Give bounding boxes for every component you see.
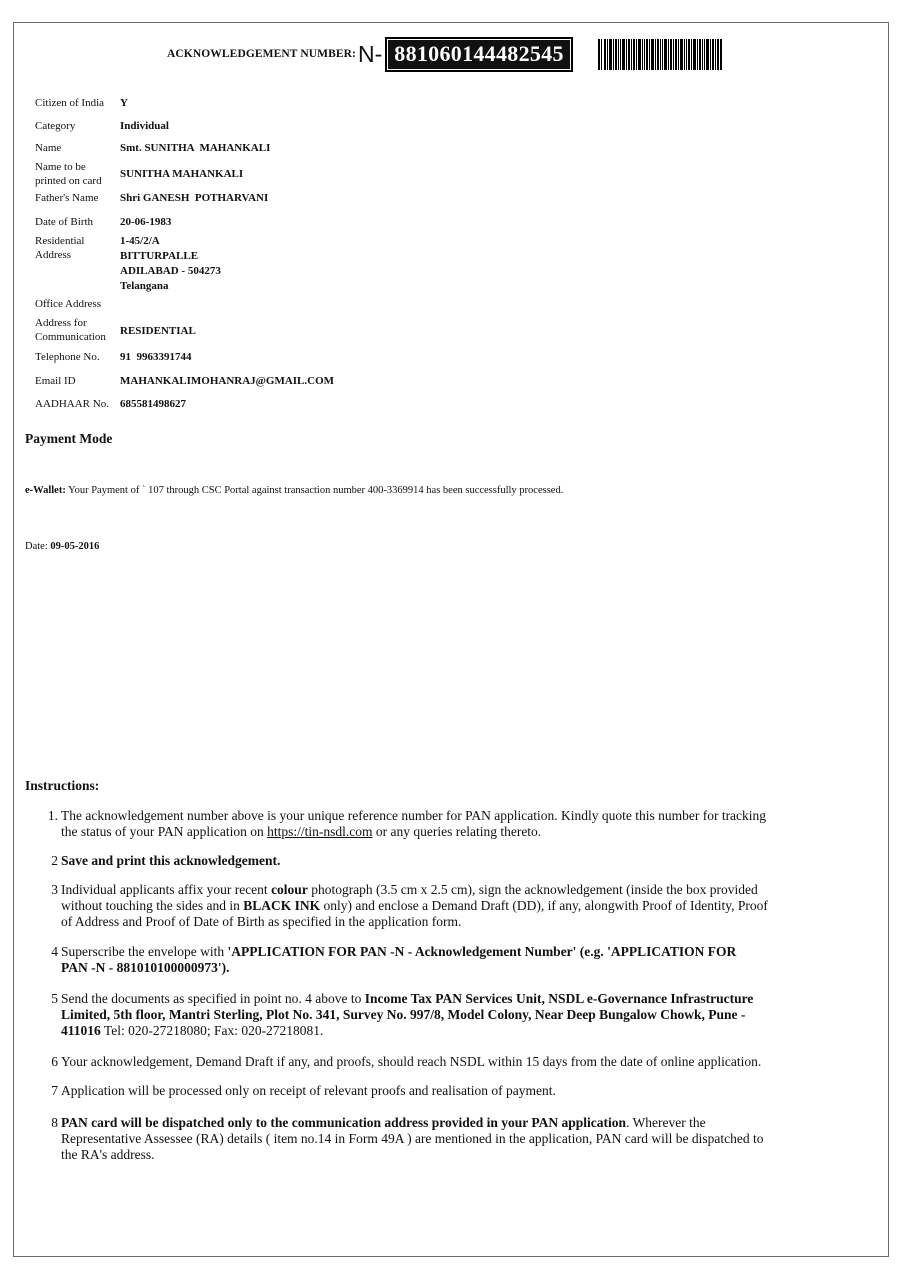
wallet-text: Your Payment of ` 107 through CSC Portal against transaction number 400-3369914 has been successfully processed. xyxy=(65,485,564,496)
wallet-label: e-Wallet: xyxy=(25,485,66,496)
detail-value: MAHANKALIMOHANRAJ@GMAIL.COM xyxy=(120,375,335,387)
instruction-emphasis: Income Tax PAN Services Unit, NSDL e-Governance Infrastructure xyxy=(364,991,754,1006)
detail-value: 20-06-1983 xyxy=(120,216,172,228)
instruction-line: the status of your PAN application on xyxy=(61,824,268,839)
instruction-emphasis: PAN card will be dispatched only to the communication address provided in your PAN application xyxy=(61,1115,627,1130)
instruction-line: without touching the sides and in xyxy=(61,898,244,913)
instruction-line: of Address and Proof of Date of Birth as specified in the application form. xyxy=(61,914,462,929)
instruction-number: 8 xyxy=(51,1115,58,1130)
detail-label: Address xyxy=(35,249,72,261)
instruction-text xyxy=(61,808,871,840)
document-frame xyxy=(13,22,889,1257)
address-line: 1-45/2/A xyxy=(120,235,160,247)
instruction-emphasis: 'APPLICATION FOR PAN -N - Acknowledgement Number' (e.g. 'APPLICATION FOR xyxy=(227,944,737,959)
barcode-image xyxy=(598,39,722,70)
detail-value: 685581498627 xyxy=(120,398,186,410)
instruction-line: Representative Assessee (RA) details ( item no.14 in Form 49A ) are mentioned in the application, PAN card will be dispatched to xyxy=(61,1131,764,1146)
instruction-line: Superscribe the envelope with xyxy=(61,944,228,959)
detail-label: printed on card xyxy=(35,175,102,187)
detail-value: Y xyxy=(120,97,128,109)
instruction-emphasis: BLACK INK xyxy=(243,898,321,913)
detail-value: 91 9963391744 xyxy=(120,351,192,363)
instruction-line: . Wherever the xyxy=(626,1115,706,1130)
ack-label: ACKNOWLEDGEMENT NUMBER: xyxy=(167,48,356,60)
instruction-text: Your acknowledgement, Demand Draft if any, and proofs, should reach NSDL within 15 days from the date of online application. xyxy=(61,1054,762,1069)
detail-label: Telephone No. xyxy=(35,351,100,363)
instruction-number: 3 xyxy=(51,882,58,897)
instruction-line: Tel: 020-27218080; Fax: 020-27218081. xyxy=(100,1023,324,1038)
detail-label: Citizen of India xyxy=(35,97,105,109)
instruction-number: 2 xyxy=(51,853,58,868)
instruction-line: Send the documents as specified in point no. 4 above to xyxy=(61,991,365,1006)
detail-value: RESIDENTIAL xyxy=(120,325,196,337)
instructions-title: Instructions: xyxy=(25,778,100,793)
instruction-line: only) and enclose a Demand Draft (DD), if any, alongwith Proof of Identity, Proof xyxy=(320,898,768,913)
address-line: ADILABAD - 504273 xyxy=(120,265,221,277)
instruction-number: 4 xyxy=(51,944,58,959)
detail-value: Smt. SUNITHA MAHANKALI xyxy=(120,142,271,154)
instruction-number: 7 xyxy=(51,1083,58,1098)
instruction-line: the RA's address. xyxy=(61,1147,155,1162)
instruction-text xyxy=(61,991,871,1039)
payment-status-line xyxy=(25,485,563,496)
instruction-text xyxy=(61,944,871,976)
detail-label: Communication xyxy=(35,331,106,343)
date-value: 09-05-2016 xyxy=(50,541,100,552)
address-line: BITTURPALLE xyxy=(120,250,199,262)
detail-label: Address for xyxy=(35,317,87,329)
detail-value: SUNITHA MAHANKALI xyxy=(120,168,244,180)
address-line: Telangana xyxy=(120,280,169,292)
payment-mode-title: Payment Mode xyxy=(25,431,113,446)
instruction-text xyxy=(61,1115,871,1163)
ack-number: 881060144482545 xyxy=(388,40,570,69)
instruction-line: The acknowledgement number above is your unique reference number for PAN application. Kindly quote this number for tracking xyxy=(61,808,767,823)
detail-label: Date of Birth xyxy=(35,216,94,228)
date-label: Date: xyxy=(25,541,51,552)
acknowledgement-header xyxy=(167,36,573,72)
instruction-line: photograph (3.5 cm x 2.5 cm), sign the acknowledgement (inside the box provided xyxy=(307,882,758,897)
instruction-emphasis: PAN -N - 881010100000973'). xyxy=(61,960,230,975)
tin-nsdl-link[interactable]: https://tin-nsdl.com xyxy=(267,824,373,839)
detail-label: Name xyxy=(35,142,62,154)
instruction-text xyxy=(61,882,871,930)
payment-date-line xyxy=(25,541,99,552)
instruction-text xyxy=(61,853,871,869)
detail-label: AADHAAR No. xyxy=(35,398,109,410)
detail-value: Shri GANESH POTHARVANI xyxy=(120,192,269,204)
instruction-emphasis: colour xyxy=(271,882,308,897)
detail-value: Individual xyxy=(120,120,169,132)
instruction-text: Application will be processed only on receipt of relevant proofs and realisation of payment. xyxy=(61,1083,556,1098)
instruction-line: Individual applicants affix your recent xyxy=(61,882,272,897)
detail-label: Father's Name xyxy=(35,192,99,204)
instruction-number: 5 xyxy=(51,991,58,1006)
ack-prefix: N- xyxy=(357,40,383,67)
detail-label: Category xyxy=(35,120,76,132)
detail-label: Email ID xyxy=(35,375,76,387)
instruction-number: 1. xyxy=(47,808,58,823)
instruction-line: or any queries relating thereto. xyxy=(372,824,542,839)
detail-label: Residential xyxy=(35,235,85,247)
instruction-line: Save and print this acknowledgement. xyxy=(61,853,281,868)
instruction-number: 6 xyxy=(51,1054,58,1069)
ack-number-box xyxy=(385,37,573,72)
detail-label: Office Address xyxy=(35,298,102,310)
instruction-emphasis: 411016 xyxy=(61,1023,101,1038)
detail-label: Name to be xyxy=(35,161,86,173)
instruction-emphasis: Limited, 5th floor, Mantri Sterling, Plot No. 341, Survey No. 997/8, Model Colony, Near Deep Bungalow Chowk, Pune - xyxy=(61,1007,746,1022)
